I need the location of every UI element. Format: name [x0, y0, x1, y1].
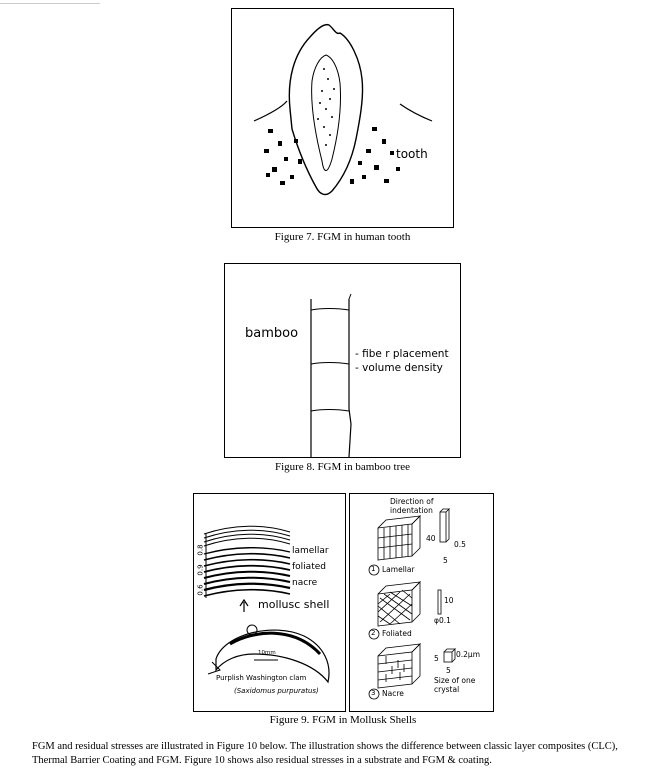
dim-5a: 5: [443, 556, 448, 565]
dim-phi-0-1: φ0.1: [434, 616, 451, 625]
figure8-caption: Figure 8. FGM in bamboo tree: [274, 461, 411, 473]
item-number-3: 3: [371, 689, 376, 697]
layer-lamellar: lamellar: [292, 546, 329, 556]
label-lamellar: Lamellar: [382, 565, 415, 574]
label-foliated: Foliated: [382, 629, 412, 638]
dim-0-5: 0.5: [454, 540, 466, 549]
direction-label-1: Direction of: [390, 497, 434, 506]
bamboo-label: bamboo: [245, 326, 299, 341]
layer-foliated: foliated: [292, 562, 326, 572]
scale-label: 10mm: [258, 650, 276, 656]
layer-nacre: nacre: [292, 578, 318, 588]
figure9-left-box: [193, 493, 346, 712]
dim-40: 40: [426, 534, 436, 543]
dim-5c: 5: [446, 666, 451, 675]
thick-label-1: 0.8: [196, 544, 205, 556]
tooth-label: tooth: [396, 147, 428, 161]
figure8-box: [224, 263, 461, 458]
dim-10: 10: [444, 596, 454, 605]
latin-label: (Saxidomus purpuratus): [234, 687, 319, 695]
tooth-drawing: [232, 9, 453, 227]
size-label-1: Size of one: [434, 676, 476, 685]
label-nacre: Nacre: [382, 689, 404, 698]
thick-label-3: 0.6: [196, 584, 205, 596]
body-paragraph: FGM and residual stresses are illustrated in Figure 10 below. The illustration shows the difference between classic layer composites (CLC), Thermal Barrier Coating and FGM. Figure 10 shows also residual stresses in a substrate and FGM & coating.: [32, 741, 618, 766]
bamboo-bullet-1: - fibe r placement: [355, 348, 449, 360]
top-edge-mark: [0, 0, 100, 4]
item-number-2: 2: [371, 629, 376, 637]
figure9-caption: Figure 9. FGM in Mollusk Shells: [269, 714, 417, 726]
figure9-right-box: [349, 493, 494, 712]
dim-5b: 5: [434, 654, 439, 663]
size-label-2: crystal: [434, 685, 460, 694]
species-label: Purplish Washington clam: [216, 674, 307, 682]
dim-0-2um: 0.2μm: [456, 650, 481, 659]
bamboo-drawing: [225, 264, 460, 457]
mollusc-shell-label: mollusc shell: [258, 598, 330, 611]
direction-label-2: indentation: [390, 506, 433, 515]
item-number-1: 1: [371, 565, 376, 573]
figure7-caption: Figure 7. FGM in human tooth: [274, 231, 411, 243]
bamboo-bullet-2: - volume density: [355, 362, 443, 374]
thick-label-2: 0.9: [196, 564, 205, 576]
figure7-box: [231, 8, 454, 228]
